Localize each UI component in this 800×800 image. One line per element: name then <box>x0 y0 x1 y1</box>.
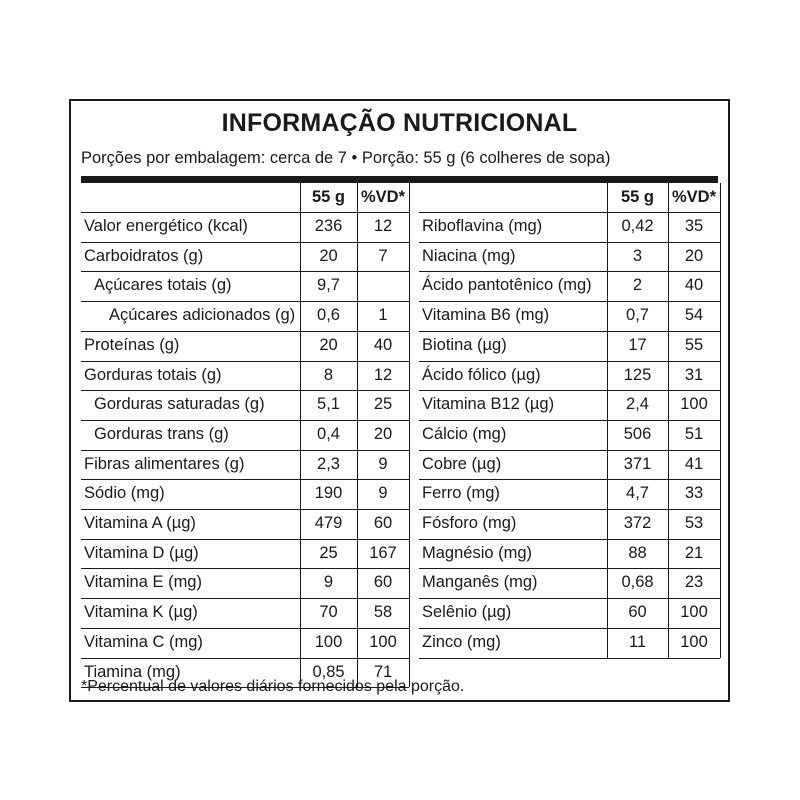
nutrient-dv: 9 <box>378 454 388 473</box>
left_rows-amount-divider <box>300 183 301 687</box>
nutrient-amount: 0,4 <box>317 424 340 443</box>
nutrient-name: Fósforo (mg) <box>422 514 517 532</box>
nutrient-name: Vitamina B12 (µg) <box>422 395 555 414</box>
nutrient-amount: 2,4 <box>626 395 649 414</box>
nutrient-name: Ferro (mg) <box>422 484 500 503</box>
nutrient-amount: 17 <box>628 335 647 354</box>
nutrient-name: Biotina (µg) <box>422 335 507 354</box>
nutrient-amount: 479 <box>314 514 343 532</box>
nutrient-name: Vitamina C (mg) <box>84 632 203 651</box>
nutrient-dv: 60 <box>373 514 393 532</box>
nutrient-amount: 371 <box>623 454 652 473</box>
nutrient-name: Gorduras trans (g) <box>94 424 229 443</box>
nutrient-name: Cálcio (mg) <box>422 424 507 443</box>
nutrient-name: Manganês (mg) <box>422 573 538 592</box>
serving-info: Porções por embalagem: cerca de 7 • Porção: 55 g (6 colheres de sopa) <box>81 149 611 167</box>
nutrient-name: Gorduras saturadas (g) <box>94 395 265 414</box>
nutrient-amount: 8 <box>323 365 334 384</box>
nutrient-dv: 100 <box>680 395 708 414</box>
nutrient-amount: 2 <box>632 276 643 295</box>
nutrient-dv: 20 <box>684 246 704 265</box>
column-header-amount: 55 g <box>311 188 346 206</box>
nutrient-amount: 60 <box>628 603 647 622</box>
nutrient-dv: 100 <box>680 632 708 651</box>
nutrient-dv <box>357 271 409 300</box>
nutrient-dv: 41 <box>684 454 704 473</box>
nutrient-dv: 54 <box>684 306 704 325</box>
nutrient-name: Açúcares adicionados (g) <box>109 306 296 325</box>
nutrient-name: Valor energético (kcal) <box>84 217 248 235</box>
header-divider <box>81 176 718 183</box>
right_rows-edge <box>720 183 721 658</box>
right_rows-amount-divider <box>607 183 608 658</box>
nutrient-dv: 53 <box>684 514 704 532</box>
nutrient-dv: 167 <box>369 543 397 562</box>
nutrient-dv: 40 <box>373 335 393 354</box>
column-header-amount: 55 g <box>620 188 655 206</box>
footnote: *Percentual de valores diários fornecidos pela porção. <box>81 678 465 695</box>
nutrient-amount: 2,3 <box>317 454 340 473</box>
nutrient-dv: 33 <box>684 484 704 503</box>
nutrient-amount: 190 <box>314 484 343 503</box>
nutrient-amount: 70 <box>319 603 338 622</box>
nutrient-name: Ácido fólico (µg) <box>422 365 541 384</box>
nutrient-amount: 0,42 <box>621 217 654 235</box>
nutrient-name: Vitamina D (µg) <box>84 543 199 562</box>
left_rows-edge <box>409 183 410 687</box>
nutrient-name: Vitamina K (µg) <box>84 603 198 622</box>
nutrient-name: Magnésio (mg) <box>422 543 533 562</box>
nutrient-dv: 51 <box>684 424 704 443</box>
panel-title: INFORMAÇÃO NUTRICIONAL <box>221 109 578 137</box>
nutrient-amount: 3 <box>632 246 643 265</box>
column-header-dv: %VD* <box>671 188 716 206</box>
nutrient-amount: 4,7 <box>626 484 649 503</box>
nutrient-amount: 236 <box>314 217 343 235</box>
nutrient-dv: 31 <box>684 365 704 384</box>
nutrient-dv: 12 <box>373 217 393 235</box>
nutrient-name: Gorduras totais (g) <box>84 365 222 384</box>
nutrient-name: Niacina (mg) <box>422 246 516 265</box>
nutrient-name: Proteínas (g) <box>84 335 180 354</box>
nutrient-amount: 372 <box>623 514 652 532</box>
nutrient-name: Cobre (µg) <box>422 454 502 473</box>
nutrient-dv: 55 <box>684 335 704 354</box>
nutrient-dv: 71 <box>373 662 393 681</box>
nutrient-amount: 20 <box>319 246 338 265</box>
row-rule <box>419 658 720 659</box>
nutrient-name: Carboidratos (g) <box>84 246 204 265</box>
nutrient-amount: 9 <box>323 573 334 592</box>
nutrient-dv: 20 <box>373 424 393 443</box>
nutrient-name: Selênio (µg) <box>422 603 512 622</box>
nutrient-dv: 9 <box>378 484 388 503</box>
left_rows-dv-divider <box>357 183 358 687</box>
nutrient-name: Açúcares totais (g) <box>94 276 232 295</box>
nutrient-dv: 1 <box>378 306 388 325</box>
nutrient-amount: 125 <box>623 365 652 384</box>
nutrient-name: Sódio (mg) <box>84 484 165 503</box>
nutrient-amount: 0,85 <box>312 662 345 681</box>
nutrient-dv: 21 <box>684 543 704 562</box>
nutrient-amount: 11 <box>628 632 647 651</box>
nutrient-name: Zinco (mg) <box>422 632 501 651</box>
nutrient-amount: 20 <box>319 335 338 354</box>
right_rows-dv-divider <box>668 183 669 658</box>
nutrient-name: Ácido pantotênico (mg) <box>422 276 592 295</box>
nutrient-amount: 100 <box>314 632 343 651</box>
nutrient-dv: 7 <box>378 246 388 265</box>
nutrient-name: Vitamina A (µg) <box>84 514 196 532</box>
nutrient-amount: 0,6 <box>317 306 340 325</box>
nutrient-name: Riboflavina (mg) <box>422 217 543 235</box>
nutrient-name: Vitamina E (mg) <box>84 573 202 592</box>
nutrient-amount: 5,1 <box>317 395 340 414</box>
column-header-dv: %VD* <box>360 188 405 206</box>
nutrient-dv: 58 <box>373 603 393 622</box>
nutrition-facts-panel <box>69 99 730 702</box>
nutrient-dv: 100 <box>369 632 397 651</box>
nutrient-dv: 40 <box>684 276 704 295</box>
nutrient-name: Vitamina B6 (mg) <box>422 306 550 325</box>
nutrient-dv: 100 <box>680 603 708 622</box>
nutrient-amount: 0,68 <box>621 573 654 592</box>
nutrient-dv: 12 <box>373 365 393 384</box>
nutrient-dv: 35 <box>684 217 704 235</box>
nutrient-amount: 88 <box>628 543 647 562</box>
nutrient-amount: 506 <box>623 424 652 443</box>
nutrient-dv: 60 <box>373 573 393 592</box>
nutrient-dv: 23 <box>684 573 704 592</box>
nutrient-amount: 25 <box>319 543 338 562</box>
nutrient-name: Tiamina (mg) <box>84 662 181 681</box>
nutrient-amount: 9,7 <box>317 276 340 295</box>
nutrient-dv: 25 <box>373 395 393 414</box>
nutrient-name: Fibras alimentares (g) <box>84 454 245 473</box>
nutrient-amount: 0,7 <box>626 306 649 325</box>
